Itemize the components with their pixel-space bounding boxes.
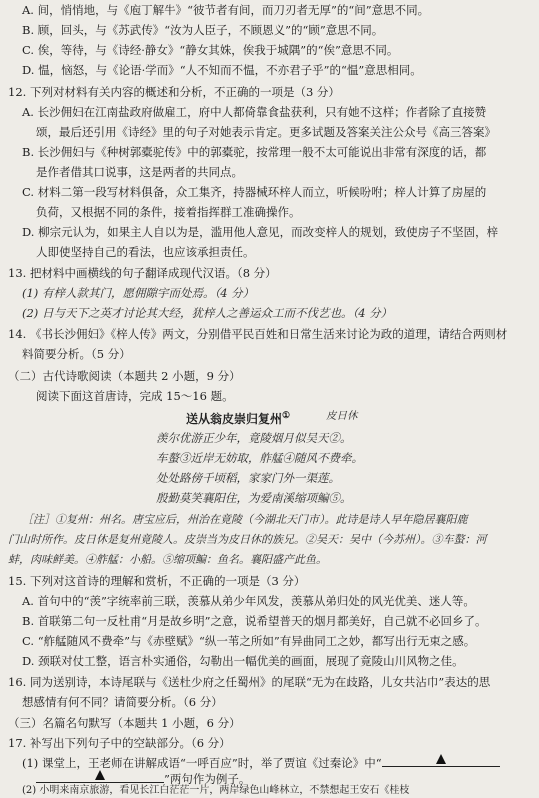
section3-header: （三）名篇名句默写（本题共 1 小题，6 分） — [8, 716, 241, 730]
poem-line-2: 车螯③近岸无妨取，舴艋④随风不费牵。 — [156, 451, 363, 465]
section2-instruction: 阅读下面这首唐诗，完成 15～16 题。 — [36, 389, 234, 403]
q16-line2: 想感情有何不同？请简要分析。（6 分） — [22, 695, 223, 709]
section2-header: （二）古代诗歌阅读（本题共 2 小题，9 分） — [8, 369, 241, 383]
q12-stem: 12. 下列对材料有关内容的概述和分析，不正确的一项是（3 分） — [8, 85, 340, 99]
poem-line-4: 殷勤莫笑襄阳住，为爱南溪缩项鳊⑤。 — [156, 491, 352, 505]
q17-s1-line — [22, 755, 500, 771]
q17-stem: 17. 补写出下列句子中的空缺部分。（6 分） — [8, 736, 231, 750]
q12-option-b-line2: 是作者借其口说事，这是两者的共同点。 — [36, 165, 243, 179]
q16-line1: 16. 同为送别诗，本诗尾联与《送杜少府之任蜀州》的尾联“无为在歧路，儿女共沾巾”表达的思 — [8, 675, 491, 689]
answer-blank[interactable] — [382, 755, 500, 767]
poem-title-text: 送从翁皮崇归复州 — [186, 412, 283, 426]
q14-line2: 料简要分析。（5 分） — [22, 347, 131, 361]
q17-s1-text-b: ”两句作为例子。 — [164, 772, 251, 786]
q12-option-c-line2: 负荷，又根据不同的条件，接着指挥群工准确操作。 — [36, 205, 301, 219]
poem-notes-line1: ［注］①复州：州名。唐宝应后，州治在竟陵（今湖北天门市）。此诗是诗人早年隐居襄阳鹿 — [22, 513, 468, 526]
q17-s1-text-a: (1) 课堂上，王老师在讲解成语“一呼百应”时，举了贾谊《过秦论》中“ — [22, 756, 382, 770]
q12-option-a-line2: 颂，最后还引用《诗经》里的句子对她表示肯定。更多试题及答案关注公众号《高三答案》 — [36, 125, 496, 139]
q15-stem: 15. 下列对这首诗的理解和赏析，不正确的一项是（3 分） — [8, 574, 306, 588]
q11-option-b: B. 顾，回头，与《苏武传》“汝为人臣子，不顾恩义”的“顾”意思不同。 — [22, 23, 384, 37]
q15-option-d: D. 颈联对仗工整，语言朴实通俗，勾勒出一幅优美的画面，展现了竟陵山川风物之佳。 — [22, 654, 464, 668]
poem-line-1: 羡尔优游正少年，竟陵烟月似吴天②。 — [156, 431, 352, 445]
q12-option-d-line1: D. 柳宗元认为，如果主人自以为是，滥用他人意见，而改变梓人的规划，致使房子不坚固，梓 — [22, 225, 499, 239]
poem-notes-line2: 门山时所作。皮日休是复州竟陵人。皮崇当为皮日休的族兄。②吴天：吴中（今苏州）。③车螯：河 — [8, 533, 487, 546]
q13-sentence-1: (1) 有梓人款其门，愿佣隙宇而处焉。（4 分） — [22, 286, 255, 300]
q12-option-c-line1: C. 材料二第一段写材料俱备，众工集齐，持器械环梓人而立，听候吩咐；梓人计算了房屋的 — [22, 185, 487, 199]
q13-stem: 13. 把材料中画横线的句子翻译成现代汉语。（8 分） — [8, 266, 277, 280]
q11-option-a: A. 间，悄悄地，与《庖丁解牛》“彼节者有间，而刀刃者无厚”的“间”意思不同。 — [22, 3, 430, 17]
poem-title — [186, 408, 290, 427]
triangle-icon — [436, 754, 446, 764]
q15-option-c: C. “舴艋随风不费牵”与《赤壁赋》“纵一苇之所如”有异曲同工之妙，都写出行无束之感。 — [22, 634, 476, 648]
q12-option-a-line1: A. 长沙佣妇在江南盐政府做雇工，府中人都倚靠食盐获利，只有她不这样；作者除了直接赞 — [22, 105, 487, 119]
q17-s2-line1: (2) 小明来南京旅游，看见长江白茫茫一片，两岸绿色山峰林立，不禁想起王安石《桂枝 — [22, 785, 410, 796]
q15-option-a: A. 首句中的“羡”字统率前三联，羡慕从弟少年风发，羡慕从弟归处的风光优美、迷人等。 — [22, 594, 475, 608]
answer-blank[interactable] — [36, 771, 164, 783]
q11-option-d: D. 愠，恼怒，与《论语·学而》“人不知而不愠，不亦君子乎”的“愠”意思相同。 — [22, 63, 422, 77]
poem-author: 皮日休 — [326, 410, 358, 422]
q12-option-d-line2: 人即使坚持自己的看法，也应该承担责任。 — [36, 245, 255, 259]
q11-option-c: C. 俟，等待，与《诗经·静女》“静女其姝，俟我于城隅”的“俟”意思不同。 — [22, 43, 399, 57]
poem-notes-line3: 蚌，肉味鲜美。④舴艋：小船。⑤缩项鳊：鱼名。襄阳盛产此鱼。 — [8, 553, 327, 566]
poem-line-3: 处处路傍千顷稻，家家门外一渠莲。 — [156, 471, 340, 485]
poem-title-note: ① — [282, 411, 291, 421]
q14-line1: 14. 《书长沙佣妇》《梓人传》两文，分别借平民百姓和日常生活来讨论为政的道理，请结合两则材 — [8, 327, 508, 341]
q15-option-b: B. 首联第二句一反杜甫“月是故乡明”之意，说希望普天的烟月都美好，自己就不必回乡了。 — [22, 614, 487, 628]
triangle-icon — [95, 770, 105, 780]
q13-sentence-2: (2) 日与天下之英才讨论其大经，犹梓人之善运众工而不伐艺也。（4 分） — [22, 306, 393, 320]
q12-option-b-line1: B. 长沙佣妇与《种树郭橐驼传》中的郭橐驼，按常理一般不太可能说出非常有深度的话，都 — [22, 145, 487, 159]
